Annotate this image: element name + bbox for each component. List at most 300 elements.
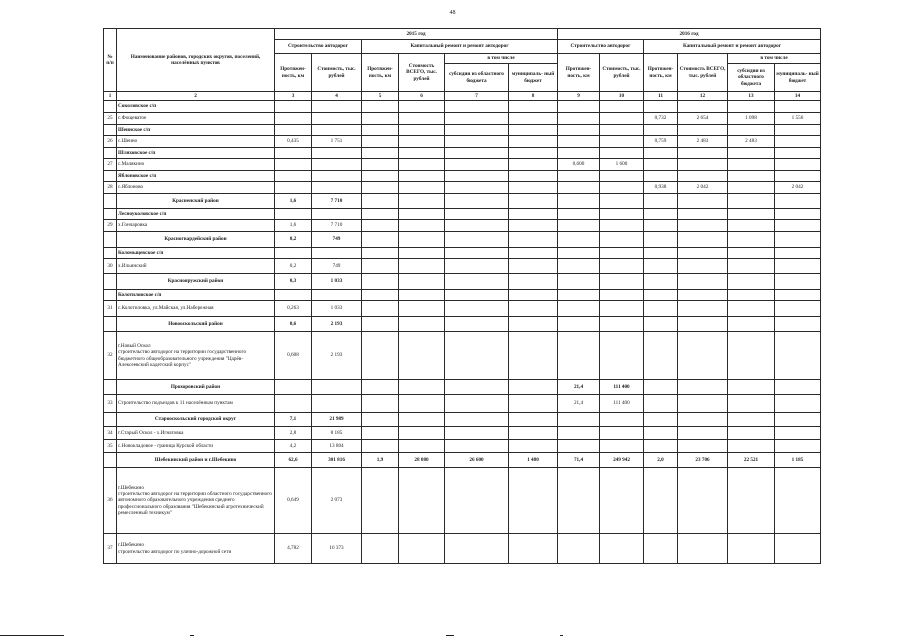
value-cell	[509, 380, 558, 395]
value-cell	[445, 182, 509, 194]
value-cell	[509, 159, 558, 171]
value-cell	[644, 125, 678, 136]
district-total-row	[104, 194, 821, 209]
value-cell	[728, 301, 775, 317]
value-cell	[558, 101, 600, 113]
header-cost: Стоимость, тыс. рублей	[312, 54, 362, 92]
value-cell	[728, 182, 775, 194]
object-name: г.Шебекино строительство автодорог на территории областного государственного автономного образовательного учреждения среднего профессионального образования "Шебекинский агротехнический ремесленный техникум"	[117, 468, 275, 534]
table-row	[104, 468, 821, 534]
header-construction-2015: Строительство автодорог	[275, 40, 362, 54]
value-cell: 2 654	[678, 113, 728, 125]
value-cell	[509, 113, 558, 125]
value-cell	[399, 440, 445, 453]
value-cell	[509, 148, 558, 159]
value-cell	[678, 427, 728, 440]
value-cell: 0,649	[275, 468, 312, 534]
value-cell	[399, 136, 445, 148]
value-cell	[775, 248, 821, 259]
value-cell	[678, 209, 728, 220]
value-cell	[678, 171, 728, 182]
header-municipal: муниципаль- ный бюджет	[775, 64, 821, 92]
value-cell: 21,4	[558, 380, 600, 395]
table-row	[104, 395, 821, 413]
row-num-cell	[104, 194, 117, 209]
value-cell	[600, 232, 644, 248]
value-cell	[644, 220, 678, 232]
row-num-cell: 34	[104, 427, 117, 440]
row-num-cell	[104, 209, 117, 220]
value-cell	[678, 101, 728, 113]
value-cell: 1 480	[509, 453, 558, 468]
settlement-group-row	[104, 248, 821, 259]
value-cell	[775, 148, 821, 159]
header-municipal: муниципаль- ный бюджет	[509, 64, 558, 92]
value-cell	[362, 332, 399, 380]
district-name: Старооскольский городской округ	[117, 413, 275, 427]
value-cell: 8 185	[312, 427, 362, 440]
value-cell	[644, 317, 678, 332]
value-cell	[728, 259, 775, 274]
value-cell: 1 098	[728, 113, 775, 125]
header-including: в том числе	[445, 54, 558, 64]
value-cell: 2 483	[678, 136, 728, 148]
value-cell	[275, 101, 312, 113]
value-cell	[509, 413, 558, 427]
value-cell	[399, 427, 445, 440]
value-cell	[509, 136, 558, 148]
value-cell	[445, 248, 509, 259]
value-cell	[600, 101, 644, 113]
row-num-cell	[104, 413, 117, 427]
settlement-group-row	[104, 148, 821, 159]
value-cell	[775, 194, 821, 209]
value-cell: 1 751	[312, 136, 362, 148]
value-cell	[312, 380, 362, 395]
value-cell	[509, 395, 558, 413]
value-cell	[600, 136, 644, 148]
value-cell	[728, 413, 775, 427]
value-cell	[600, 413, 644, 427]
value-cell: 111 400	[600, 380, 644, 395]
value-cell	[600, 182, 644, 194]
value-cell	[445, 113, 509, 125]
header-year-2015: 2015 год	[275, 29, 558, 40]
value-cell	[728, 440, 775, 453]
row-num-cell: 31	[104, 301, 117, 317]
value-cell	[600, 290, 644, 301]
row-num-cell: 36	[104, 468, 117, 534]
value-cell	[399, 380, 445, 395]
settlement-group-row	[104, 171, 821, 182]
value-cell	[775, 209, 821, 220]
header-cost: Стоимость, тыс. рублей	[600, 54, 644, 92]
value-cell	[312, 125, 362, 136]
object-name: с.Фощеватое	[117, 113, 275, 125]
value-cell: 249 942	[600, 453, 644, 468]
column-index-row	[104, 92, 821, 101]
settlement-group-row	[104, 125, 821, 136]
value-cell	[644, 101, 678, 113]
value-cell	[445, 220, 509, 232]
value-cell	[275, 171, 312, 182]
column-index-cell: 7	[445, 92, 509, 101]
value-cell	[558, 413, 600, 427]
value-cell: 2 193	[312, 332, 362, 380]
value-cell	[399, 194, 445, 209]
table-row	[104, 301, 821, 317]
value-cell	[362, 468, 399, 534]
row-num-cell: 37	[104, 534, 117, 564]
value-cell	[775, 534, 821, 564]
value-cell: 1,9	[362, 453, 399, 468]
value-cell	[445, 209, 509, 220]
value-cell	[728, 101, 775, 113]
value-cell	[558, 171, 600, 182]
value-cell	[362, 259, 399, 274]
value-cell	[728, 317, 775, 332]
value-cell	[312, 290, 362, 301]
value-cell	[445, 232, 509, 248]
value-cell	[644, 194, 678, 209]
district-total-row	[104, 453, 821, 468]
row-num-cell	[104, 171, 117, 182]
value-cell	[600, 125, 644, 136]
value-cell	[312, 113, 362, 125]
value-cell	[509, 209, 558, 220]
value-cell	[399, 290, 445, 301]
value-cell	[445, 159, 509, 171]
header-length: Протяжен- ность, км	[362, 54, 399, 92]
value-cell: 0,3	[275, 274, 312, 290]
value-cell	[362, 427, 399, 440]
row-num-cell	[104, 248, 117, 259]
value-cell	[678, 413, 728, 427]
value-cell	[445, 468, 509, 534]
value-cell	[509, 182, 558, 194]
value-cell	[558, 332, 600, 380]
value-cell: 0,938	[644, 182, 678, 194]
value-cell	[362, 534, 399, 564]
value-cell	[509, 440, 558, 453]
value-cell: 4,782	[275, 534, 312, 564]
settlement-group-name: Колотиловское с/п	[117, 290, 275, 301]
column-index-cell: 11	[644, 92, 678, 101]
value-cell	[678, 220, 728, 232]
value-cell	[399, 395, 445, 413]
value-cell	[509, 232, 558, 248]
value-cell	[509, 301, 558, 317]
value-cell	[678, 290, 728, 301]
value-cell	[775, 259, 821, 274]
value-cell	[558, 440, 600, 453]
value-cell: 0,732	[644, 113, 678, 125]
value-cell	[558, 301, 600, 317]
value-cell	[678, 301, 728, 317]
value-cell	[275, 159, 312, 171]
value-cell	[399, 148, 445, 159]
value-cell	[509, 290, 558, 301]
value-cell: 749	[312, 259, 362, 274]
value-cell	[362, 113, 399, 125]
value-cell	[775, 332, 821, 380]
value-cell	[775, 171, 821, 182]
value-cell: 0,600	[558, 159, 600, 171]
value-cell	[678, 232, 728, 248]
value-cell	[445, 125, 509, 136]
value-cell	[775, 440, 821, 453]
value-cell	[445, 259, 509, 274]
value-cell	[399, 259, 445, 274]
value-cell	[644, 332, 678, 380]
header-year-2016: 2016 год	[558, 29, 821, 40]
value-cell	[558, 259, 600, 274]
header-cost-total: Стоимость ВСЕГО, тыс. рублей	[678, 54, 728, 92]
value-cell: 1 033	[312, 274, 362, 290]
value-cell: 28 080	[399, 453, 445, 468]
value-cell	[362, 290, 399, 301]
value-cell: 2 042	[775, 182, 821, 194]
value-cell	[644, 259, 678, 274]
value-cell	[644, 534, 678, 564]
value-cell: 1,6	[275, 220, 312, 232]
value-cell	[644, 301, 678, 317]
value-cell: 0,435	[275, 136, 312, 148]
value-cell	[644, 413, 678, 427]
value-cell	[399, 113, 445, 125]
object-name: с.Колотиловка, ул.Майская, ул.Набережная	[117, 301, 275, 317]
settlement-group-name: Шеинское с/п	[117, 125, 275, 136]
value-cell: 301 816	[312, 453, 362, 468]
value-cell	[600, 534, 644, 564]
value-cell	[362, 220, 399, 232]
value-cell	[399, 274, 445, 290]
value-cell	[275, 380, 312, 395]
value-cell: 1 556	[775, 113, 821, 125]
header-repair-2016: Капитальный ремонт и ремонт автодорог	[644, 40, 821, 54]
value-cell	[678, 440, 728, 453]
value-cell	[558, 113, 600, 125]
row-num-cell: 28	[104, 182, 117, 194]
settlement-group-row	[104, 209, 821, 220]
value-cell	[775, 427, 821, 440]
settlement-group-name: Коломыцевское с/п	[117, 248, 275, 259]
value-cell	[312, 159, 362, 171]
table-body	[104, 101, 821, 564]
value-cell	[362, 148, 399, 159]
district-total-row	[104, 232, 821, 248]
object-name: г.Старый Оскол - х.Игнатовка	[117, 427, 275, 440]
value-cell	[362, 159, 399, 171]
value-cell	[509, 220, 558, 232]
row-num-cell	[104, 101, 117, 113]
value-cell	[445, 274, 509, 290]
value-cell	[678, 259, 728, 274]
value-cell	[775, 125, 821, 136]
value-cell	[644, 248, 678, 259]
value-cell	[445, 332, 509, 380]
value-cell	[600, 259, 644, 274]
value-cell: 2,0	[644, 453, 678, 468]
value-cell	[312, 101, 362, 113]
value-cell: 2 193	[312, 317, 362, 332]
value-cell	[275, 290, 312, 301]
value-cell	[678, 194, 728, 209]
settlement-group-row	[104, 290, 821, 301]
value-cell	[362, 101, 399, 113]
district-name: Красненский район	[117, 194, 275, 209]
value-cell: 0,263	[275, 301, 312, 317]
value-cell	[399, 182, 445, 194]
value-cell	[600, 468, 644, 534]
table-row	[104, 182, 821, 194]
value-cell	[558, 148, 600, 159]
column-index-cell: 13	[728, 92, 775, 101]
value-cell	[728, 380, 775, 395]
settlement-group-row	[104, 101, 821, 113]
value-cell	[362, 248, 399, 259]
value-cell	[399, 232, 445, 248]
value-cell	[399, 468, 445, 534]
value-cell	[445, 194, 509, 209]
value-cell	[312, 395, 362, 413]
value-cell	[399, 101, 445, 113]
value-cell	[558, 182, 600, 194]
header-num: № п/п	[104, 29, 117, 92]
row-num-cell	[104, 148, 117, 159]
header-length: Протяжен- ность, км	[558, 54, 600, 92]
district-name: Новооскольский район	[117, 317, 275, 332]
value-cell	[558, 427, 600, 440]
header-subsidy: субсидии из областного бюджета	[728, 64, 775, 92]
value-cell	[445, 317, 509, 332]
value-cell	[678, 274, 728, 290]
header-length: Протяжен- ность, км	[644, 54, 678, 92]
value-cell	[644, 290, 678, 301]
value-cell	[558, 232, 600, 248]
value-cell	[362, 440, 399, 453]
value-cell	[362, 395, 399, 413]
value-cell	[678, 332, 728, 380]
value-cell	[399, 125, 445, 136]
value-cell	[509, 248, 558, 259]
value-cell	[728, 290, 775, 301]
value-cell	[445, 290, 509, 301]
value-cell	[600, 194, 644, 209]
value-cell	[678, 125, 728, 136]
value-cell	[600, 113, 644, 125]
value-cell	[312, 148, 362, 159]
value-cell: 62,6	[275, 453, 312, 468]
value-cell: 0,608	[275, 332, 312, 380]
value-cell	[775, 301, 821, 317]
column-index-cell: 4	[312, 92, 362, 101]
value-cell	[558, 194, 600, 209]
value-cell	[728, 274, 775, 290]
value-cell	[362, 136, 399, 148]
value-cell	[509, 317, 558, 332]
value-cell	[728, 125, 775, 136]
table-row	[104, 220, 821, 232]
district-name: Краснояружский район	[117, 274, 275, 290]
value-cell	[775, 380, 821, 395]
table-row	[104, 427, 821, 440]
value-cell	[362, 171, 399, 182]
row-num-cell: 27	[104, 159, 117, 171]
value-cell	[445, 101, 509, 113]
header-including: в том числе	[728, 54, 821, 64]
value-cell: 1 600	[600, 159, 644, 171]
value-cell	[275, 125, 312, 136]
district-name: Шебекинский район и г.Шебекино	[117, 453, 275, 468]
value-cell: 2,8	[275, 427, 312, 440]
settlement-group-name: Лесноуколовское с/п	[117, 209, 275, 220]
value-cell	[445, 427, 509, 440]
value-cell	[775, 101, 821, 113]
value-cell	[644, 395, 678, 413]
row-num-cell	[104, 125, 117, 136]
value-cell: 7 710	[312, 220, 362, 232]
value-cell	[362, 301, 399, 317]
table-row	[104, 259, 821, 274]
row-num-cell	[104, 317, 117, 332]
value-cell	[728, 534, 775, 564]
value-cell	[775, 317, 821, 332]
value-cell: 1 185	[775, 453, 821, 468]
value-cell	[775, 232, 821, 248]
row-num-cell: 33	[104, 395, 117, 413]
value-cell: 4,2	[275, 440, 312, 453]
value-cell	[728, 248, 775, 259]
value-cell: 13 804	[312, 440, 362, 453]
row-num-cell: 26	[104, 136, 117, 148]
value-cell	[509, 101, 558, 113]
value-cell	[775, 413, 821, 427]
value-cell	[399, 317, 445, 332]
value-cell	[558, 468, 600, 534]
column-index-cell: 5	[362, 92, 399, 101]
value-cell: 2 042	[678, 182, 728, 194]
column-index-cell: 10	[600, 92, 644, 101]
value-cell	[558, 136, 600, 148]
value-cell	[600, 209, 644, 220]
value-cell	[509, 171, 558, 182]
value-cell	[644, 159, 678, 171]
value-cell	[600, 332, 644, 380]
value-cell	[362, 413, 399, 427]
value-cell	[775, 274, 821, 290]
row-num-cell: 35	[104, 440, 117, 453]
value-cell	[728, 395, 775, 413]
value-cell	[509, 534, 558, 564]
value-cell	[678, 534, 728, 564]
value-cell	[600, 274, 644, 290]
header-repair-2015: Капитальный ремонт и ремонт автодорог	[362, 40, 558, 54]
column-index-cell: 12	[678, 92, 728, 101]
row-num-cell	[104, 290, 117, 301]
value-cell	[728, 427, 775, 440]
value-cell	[509, 332, 558, 380]
value-cell	[445, 534, 509, 564]
value-cell	[600, 148, 644, 159]
header-construction-2016: Строительство автодорог	[558, 40, 644, 54]
row-num-cell: 30	[104, 259, 117, 274]
value-cell	[275, 209, 312, 220]
value-cell	[362, 209, 399, 220]
table-row	[104, 113, 821, 125]
district-total-row	[104, 317, 821, 332]
value-cell	[509, 259, 558, 274]
